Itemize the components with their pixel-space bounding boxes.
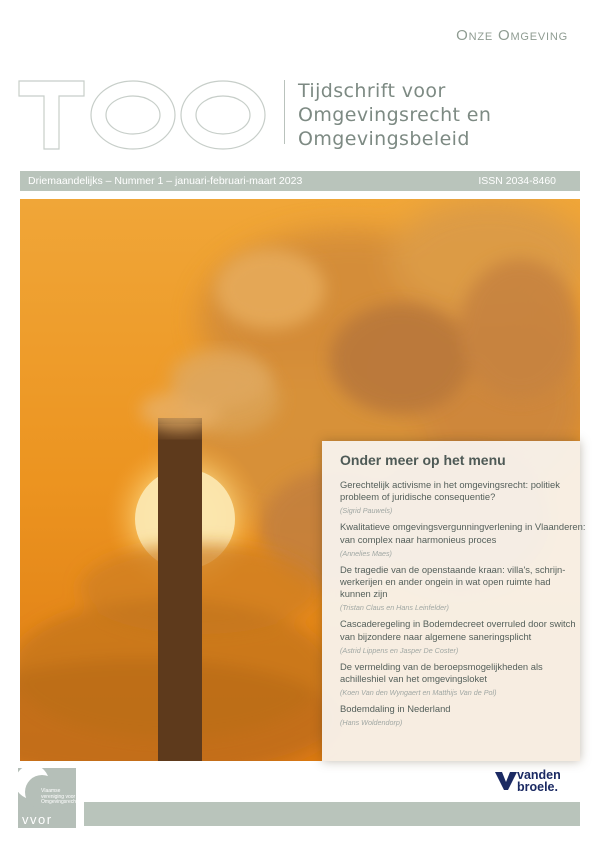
issn-text: ISSN 2034-8460 [478,175,556,187]
too-logo [18,80,266,150]
vvor-line: vereniging voor [41,793,76,800]
publisher-mark-icon [495,772,517,790]
menu-item-title-line: Cascaderegeling in Bodemdecreet overruled door switch [340,618,576,630]
menu-item-title [340,521,586,545]
menu-item [340,661,574,697]
journal-title [298,79,491,151]
publisher-line: vanden [517,768,561,782]
menu-item-author: (Annelies Maes) [340,548,392,558]
menu-item [340,521,586,558]
vvor-association-name [41,789,77,806]
vvor-acronym: vvor [22,812,53,827]
menu-item-author: (Hans Woldendorp) [340,718,403,728]
menu-item-author: (Tristan Claus en Hans Leinfelder) [340,603,449,613]
bottom-bar [84,802,580,826]
menu-item-title-line: Gerechtelijk activisme in het omgevingsrecht: politiek [340,479,560,490]
vvor-line: Vlaamse [41,788,61,794]
issue-info-bar [20,171,580,191]
publisher-line: broele. [517,780,558,794]
menu-item [340,479,574,515]
menu-item-title-line: Kwalitatieve omgevingsvergunningverlening in Vlaanderen: [340,521,586,533]
menu-item [340,618,574,654]
menu-item-title [340,479,574,503]
journal-title-line-1: Tijdschrift voor [298,80,446,102]
menu-item-title-line: werkerijen en ander ongein in wat open ruimte had [340,576,551,588]
menu-item-title-line: kunnen zijn [340,588,388,600]
menu-item-title [340,564,574,601]
title-divider [284,80,285,144]
issue-text: Driemaandelijks – Nummer 1 – januari-februari-maart 2023 [28,175,303,187]
journal-title-line-3: Omgevingsbeleid [298,128,470,150]
menu-item-author: (Astrid Lippens en Jasper De Coster) [340,645,459,655]
menu-item-title-line: De tragedie van de openstaande kraan: villa's, schrijn- [340,563,566,575]
menu-item-title-line: achilleshiel van het omgevingsloket [340,673,487,685]
menu-item-title-line: van complex naar harmonieus proces [340,533,497,545]
menu-item-author: (Sigrid Pauwels) [340,506,393,516]
series-name: Onze Omgeving [456,27,568,44]
menu-item [340,703,574,727]
menu-item-title [340,661,574,685]
menu-item-title-line: van bijzondere naar algemene saneringsplicht [340,630,532,642]
menu-item-title [340,618,574,642]
publisher-logo [517,769,561,793]
menu-item [340,564,574,613]
menu-heading: Onder meer op het menu [340,452,506,468]
menu-item-title-line: De vermelding van de beroepsmogelijkheden als [340,660,543,672]
menu-item-title-line: probleem of juridische consequentie? [340,491,496,503]
menu-box [322,441,586,761]
menu-list [340,479,586,728]
menu-item-title [340,703,574,715]
journal-title-line-2: Omgevingsrecht en [298,104,492,126]
menu-item-title-line: Bodemdaling in Nederland [340,703,451,715]
vvor-line: Omgevingsrecht [41,799,78,806]
menu-item-author: (Koen Van den Wyngaert en Matthijs Van de Pol) [340,688,497,698]
